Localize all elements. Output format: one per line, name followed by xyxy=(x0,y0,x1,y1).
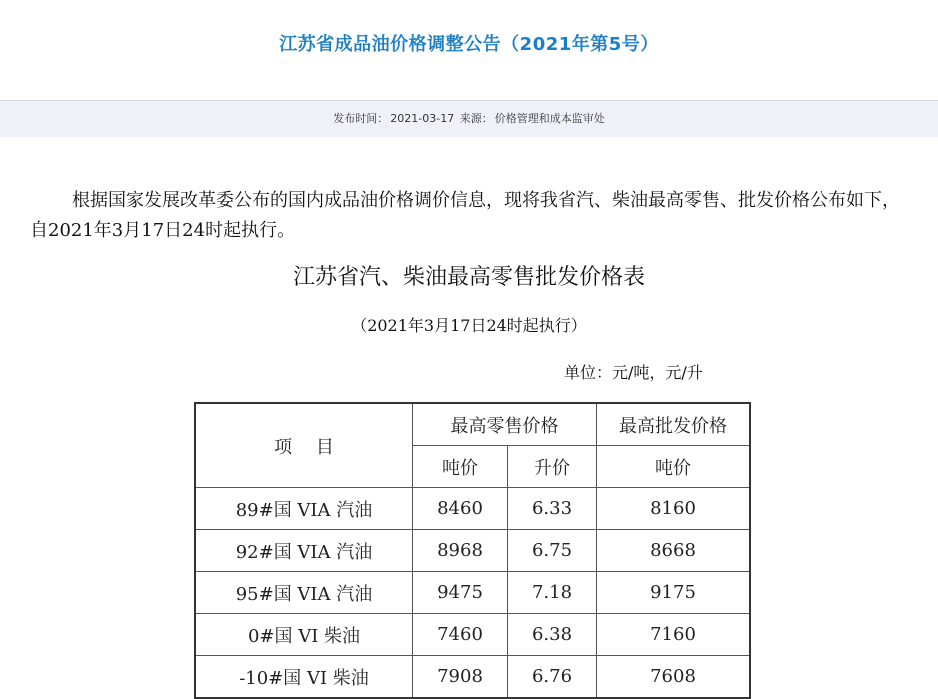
row-wholesale-ton: 9175 xyxy=(597,572,751,614)
table-row xyxy=(195,572,750,614)
row-retail-ton: 8968 xyxy=(413,530,508,572)
meta-bar xyxy=(0,100,938,137)
row-retail-ton: 8460 xyxy=(413,488,508,530)
row-item: 89#国 VIA 汽油 xyxy=(195,488,413,530)
row-item: 92#国 VIA 汽油 xyxy=(195,530,413,572)
source-value: 价格管理和成本监审处 xyxy=(494,112,605,125)
table-row xyxy=(195,488,750,530)
publish-date: 2021-03-17 xyxy=(390,112,455,125)
wholesale-ton-header: 吨价 xyxy=(597,446,751,488)
row-retail-ton: 7460 xyxy=(413,614,508,656)
unit-label: 单位：元/吨，元/升 xyxy=(564,363,703,382)
row-retail-liter: 6.75 xyxy=(508,530,597,572)
row-item: -10#国 VI 柴油 xyxy=(195,656,413,699)
page-title: 江苏省成品油价格调整公告（2021年第5号） xyxy=(279,34,659,55)
execution-note: （2021年3月17日24时起执行） xyxy=(351,316,587,335)
row-retail-liter: 6.38 xyxy=(508,614,597,656)
table-title: 江苏省汽、柴油最高零售批发价格表 xyxy=(292,265,645,290)
price-table xyxy=(194,402,751,699)
row-retail-ton: 9475 xyxy=(413,572,508,614)
row-item: 0#国 VI 柴油 xyxy=(195,614,413,656)
row-wholesale-ton: 8668 xyxy=(597,530,751,572)
wholesale-header: 最高批发价格 xyxy=(597,403,751,446)
row-wholesale-ton: 8160 xyxy=(597,488,751,530)
row-retail-liter: 6.76 xyxy=(508,656,597,699)
row-wholesale-ton: 7608 xyxy=(597,656,751,699)
row-retail-liter: 6.33 xyxy=(508,488,597,530)
announcement-paragraph: 根据国家发展改革委公布的国内成品油价格调价信息，现将我省汽、柴油最高零售、批发价格公布如下，自2021年3月17日24时起执行。 xyxy=(30,190,900,241)
row-retail-liter: 7.18 xyxy=(508,572,597,614)
publish-label: 发布时间： xyxy=(333,112,389,125)
row-item: 95#国 VIA 汽油 xyxy=(195,572,413,614)
retail-ton-header: 吨价 xyxy=(413,446,508,488)
table-row xyxy=(195,614,750,656)
table-row xyxy=(195,656,750,699)
retail-liter-header: 升价 xyxy=(508,446,597,488)
row-wholesale-ton: 7160 xyxy=(597,614,751,656)
item-header: 项 目 xyxy=(195,403,413,488)
table-row xyxy=(195,530,750,572)
row-retail-ton: 7908 xyxy=(413,656,508,699)
retail-header: 最高零售价格 xyxy=(413,403,597,446)
source-label: 来源： xyxy=(459,112,493,125)
